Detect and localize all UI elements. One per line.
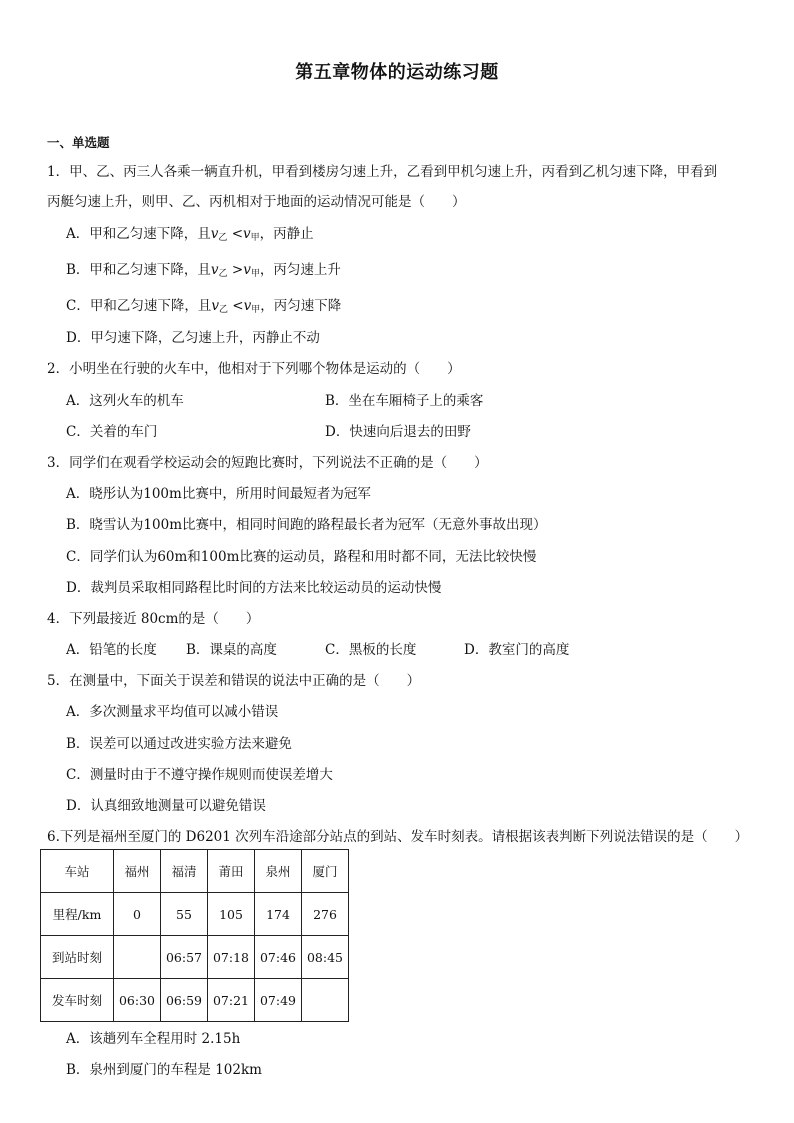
q1-stem-line2: 丙艇匀速上升，则甲、乙、丙机相对于地面的运动情况可能是（ ） <box>47 194 466 210</box>
q1-b-op: > <box>227 262 244 278</box>
q1-c-tail: ，丙匀速下降 <box>260 298 342 314</box>
q2-stem: 2．小明坐在行驶的火车中，他相对于下列哪个物体是运动的（ ） <box>47 361 461 377</box>
table-cell: 到站时刻 <box>41 936 114 979</box>
q4-option-b: B．课桌的高度 <box>186 642 277 658</box>
table-row <box>41 850 349 893</box>
table-cell: 里程/km <box>41 893 114 936</box>
q1-a-var1: v <box>210 226 219 242</box>
table-cell: 莆田 <box>208 850 255 893</box>
q1-option-a <box>66 222 314 243</box>
table-cell: 07:49 <box>255 979 302 1022</box>
table-cell: 06:30 <box>114 979 161 1022</box>
table-cell: 06:57 <box>161 936 208 979</box>
section-heading: 一、单选题 <box>47 135 110 150</box>
table-cell: 泉州 <box>255 850 302 893</box>
q2-option-b: B．坐在车厢椅子上的乘客 <box>325 393 484 409</box>
q1-option-c <box>66 294 341 315</box>
table-cell: 0 <box>114 893 161 936</box>
q1-c-text: C．甲和乙匀速下降，且 <box>66 298 212 314</box>
q1-b-text: B．甲和乙匀速下降，且 <box>66 262 211 278</box>
table-cell: 07:21 <box>208 979 255 1022</box>
q4-stem: 4．下列最接近 80cm的是（ ） <box>47 611 260 627</box>
q6-option-b: B．泉州到厦门的车程是 102km <box>66 1062 262 1078</box>
table-cell: 福清 <box>161 850 208 893</box>
table-cell: 276 <box>302 893 349 936</box>
q6-option-a: A．该趟列车全程用时 2.15h <box>66 1031 241 1047</box>
table-cell: 07:46 <box>255 936 302 979</box>
table-cell: 105 <box>208 893 255 936</box>
q5-stem: 5．在测量中，下面关于误差和错误的说法中正确的是（ ） <box>47 673 421 689</box>
q5-option-d: D．认真细致地测量可以避免错误 <box>66 798 266 814</box>
table-cell: 174 <box>255 893 302 936</box>
q1-b-tail: ，丙匀速上升 <box>259 262 341 278</box>
q1-a-op: < <box>227 226 244 242</box>
q2-option-c: C．关着的车门 <box>66 424 158 440</box>
q3-stem: 3．同学们在观看学校运动会的短跑比赛时，下列说法不正确的是（ ） <box>47 455 488 471</box>
q5-option-b: B．误差可以通过改进实验方法来避免 <box>66 736 292 752</box>
table-cell: 07:18 <box>208 936 255 979</box>
q1-a-sub2: 甲 <box>250 233 260 243</box>
q1-c-op: < <box>228 298 244 314</box>
q1-option-d: D．甲匀速下降，乙匀速上升，丙静止不动 <box>66 330 320 346</box>
q1-c-var1: v <box>211 298 219 314</box>
q4-option-c: C．黑板的长度 <box>325 642 417 658</box>
q3-option-c: C．同学们认为60m和100m比赛的运动员，路程和用时都不同，无法比较快慢 <box>66 549 537 565</box>
q3-option-d: D．裁判员采取相同路程比时间的方法来比较运动员的运动快慢 <box>66 580 442 596</box>
q1-option-b <box>66 258 341 279</box>
q1-a-text: A．甲和乙匀速下降，且 <box>66 226 211 242</box>
q2-option-a: A．这列火车的机车 <box>66 393 184 409</box>
q1-b-sub1: 乙 <box>218 269 228 279</box>
q1-c-sub2: 甲 <box>251 305 261 315</box>
table-cell: 厦门 <box>302 850 349 893</box>
q4-option-a: A．铅笔的长度 <box>66 642 157 658</box>
q5-option-c: C．测量时由于不遵守操作规则而使误差增大 <box>66 767 333 783</box>
q1-c-sub1: 乙 <box>218 305 228 315</box>
table-cell: 08:45 <box>302 936 349 979</box>
q6-stem: 6.下列是福州至厦门的 D6201 次列车沿途部分站点的到站、发车时刻表。请根据该表判断下列说法错误的是（ ） <box>47 829 749 845</box>
q1-a-tail: ，丙静止 <box>259 226 314 242</box>
q1-a-sub1: 乙 <box>218 233 228 243</box>
table-row <box>41 893 349 936</box>
q3-option-a: A．晓彤认为100m比赛中，所用时间最短者为冠军 <box>66 486 371 502</box>
q1-b-var2: v <box>243 262 251 278</box>
q5-option-a: A．多次测量求平均值可以减小错误 <box>66 704 279 720</box>
q1-b-sub2: 甲 <box>250 269 260 279</box>
table-cell: 06:59 <box>161 979 208 1022</box>
q1-b-var1: v <box>210 262 219 278</box>
q1-a-var2: v <box>243 226 251 242</box>
q3-option-b: B．晓雪认为100m比赛中，相同时间跑的路程最长者为冠军（无意外事故出现） <box>66 517 547 533</box>
table-cell: 55 <box>161 893 208 936</box>
page-title: 第五章物体的运动练习题 <box>295 62 499 83</box>
table-cell: 车站 <box>41 850 114 893</box>
table-row <box>41 979 349 1022</box>
table-cell: 发车时刻 <box>41 979 114 1022</box>
q4-option-d: D．教室门的高度 <box>464 642 570 658</box>
table-row <box>41 936 349 979</box>
table-cell <box>302 979 349 1022</box>
train-timetable <box>40 849 349 1022</box>
q1-c-var2: v <box>243 298 252 314</box>
table-cell <box>114 936 161 979</box>
q2-option-d: D．快速向后退去的田野 <box>325 424 471 440</box>
table-cell: 福州 <box>114 850 161 893</box>
q1-stem-line1: 1．甲、乙、丙三人各乘一辆直升机，甲看到楼房匀速上升，乙看到甲机匀速上升，丙看到乙机匀速下降，甲看到 <box>47 164 718 180</box>
